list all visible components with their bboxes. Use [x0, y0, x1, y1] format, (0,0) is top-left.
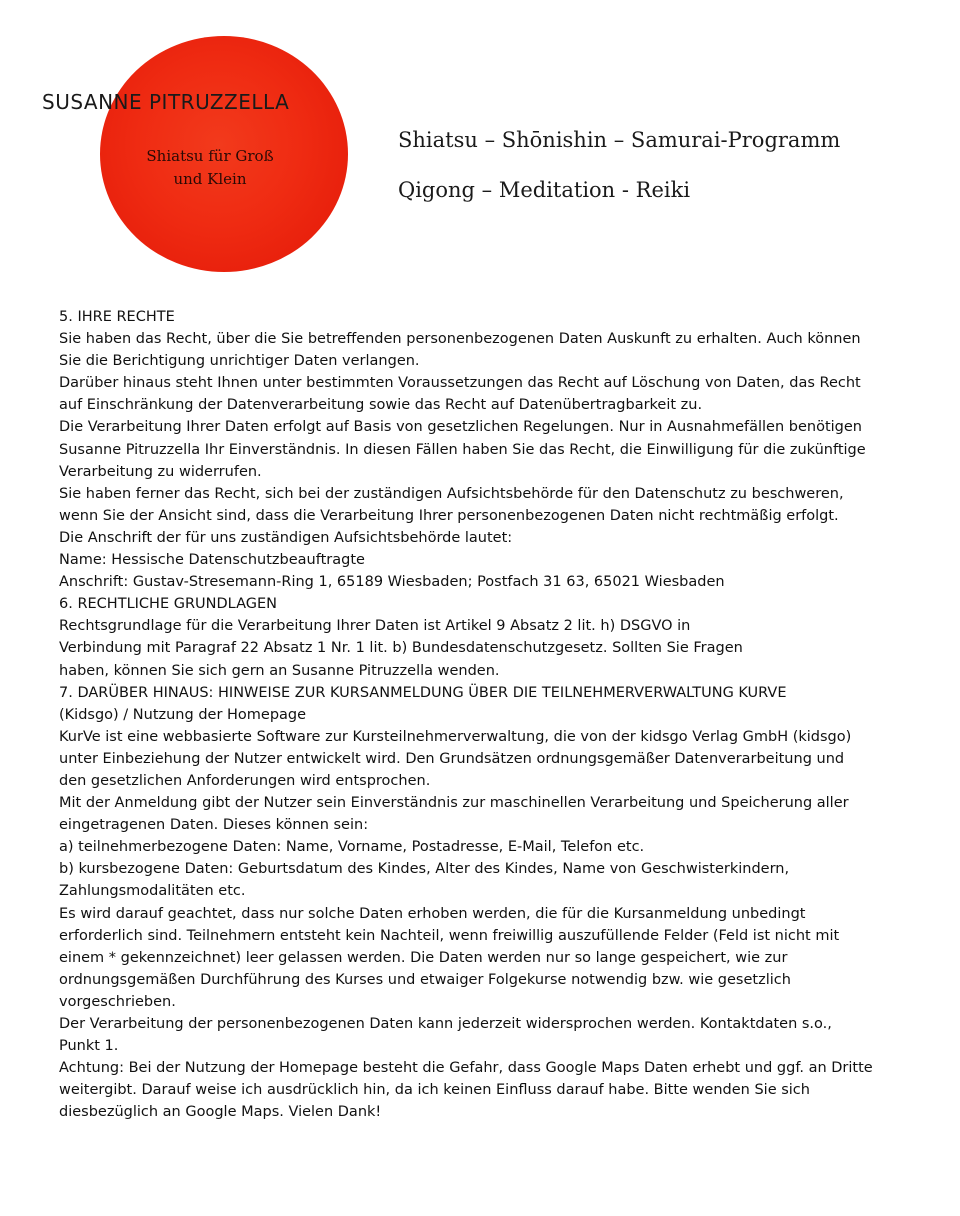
logo-tagline-line: Shiatsu für Groß — [146, 147, 274, 165]
header-services-line-1: Shiatsu – Shōnishin – Samurai-Programm — [398, 128, 841, 152]
text-line: haben, können Sie sich gern an Susanne Pitruzzella wenden. — [59, 662, 500, 679]
text-line: 6. RECHTLICHE GRUNDLAGEN — [59, 596, 277, 613]
text-line: b) kursbezogene Daten: Geburtsdatum des Kindes, Alter des Kindes, Name von Geschwisterkindern, — [59, 861, 790, 878]
text-line: diesbezüglich an Google Maps. Vielen Dank! — [59, 1104, 382, 1121]
text-line: Susanne Pitruzzella Ihr Einverständnis. In diesen Fällen haben Sie das Recht, die Einwilligung für die zukünftige — [59, 441, 866, 458]
text-line: Rechtsgrundlage für die Verarbeitung Ihrer Daten ist Artikel 9 Absatz 2 lit. h) DSGVO in — [59, 618, 691, 635]
text-line: Verarbeitung zu widerrufen. — [59, 463, 262, 480]
text-line: erforderlich sind. Teilnehmern entsteht kein Nachteil, wenn freiwillig auszufüllende Felder (Feld ist nicht mit — [59, 927, 840, 944]
text-line: Die Verarbeitung Ihrer Daten erfolgt auf Basis von gesetzlichen Regelungen. Nur in Ausnahmefällen benötigen — [59, 419, 862, 436]
text-line: KurVe ist eine webbasierte Software zur Kursteilnehmerverwaltung, die von der kidsgo Verlag GmbH (kidsgo) — [59, 728, 852, 745]
text-line: Name: Hessische Datenschutzbeauftragte — [59, 552, 365, 569]
text-line: Es wird darauf geachtet, dass nur solche Daten erhoben werden, die für die Kursanmeldung unbedingt — [59, 905, 806, 922]
text-line: vorgeschrieben. — [59, 993, 176, 1010]
text-line: den gesetzlichen Anforderungen wird entsprochen. — [59, 772, 431, 789]
logo-name: SUSANNE PITRUZZELLA — [42, 90, 290, 114]
text-line: Punkt 1. — [59, 1038, 119, 1055]
header-services-line-2: Qigong – Meditation - Reiki — [398, 178, 691, 202]
text-line: 5. IHRE RECHTE — [59, 309, 175, 325]
text-line: auf Einschränkung der Datenverarbeitung sowie das Recht auf Datenübertragbarkeit zu. — [59, 397, 703, 414]
text-line: Verbindung mit Paragraf 22 Absatz 1 Nr. 1 lit. b) Bundesdatenschutzgesetz. Sollten Sie Fragen — [59, 640, 743, 657]
text-line: (Kidsgo) / Nutzung der Homepage — [59, 706, 307, 723]
text-line: Zahlungsmodalitäten etc. — [59, 883, 246, 900]
logo-tagline-line: und Klein — [173, 170, 247, 188]
text-line: Anschrift: Gustav-Stresemann-Ring 1, 65189 Wiesbaden; Postfach 31 63, 65021 Wiesbaden — [59, 574, 725, 591]
privacy-text-body — [59, 306, 899, 1123]
text-line: 7. DARÜBER HINAUS: HINWEISE ZUR KURSANMELDUNG ÜBER DIE TEILNEHMERVERWALTUNG KURVE — [59, 684, 787, 701]
text-line: eingetragenen Daten. Dieses können sein: — [59, 817, 369, 834]
text-line: Achtung: Bei der Nutzung der Homepage besteht die Gefahr, dass Google Maps Daten erhebt und ggf. an Dritte — [59, 1060, 873, 1077]
text-line: wenn Sie der Ansicht sind, dass die Verarbeitung Ihrer personenbezogenen Daten nicht rechtmäßig erfolgt. — [59, 507, 839, 524]
text-line: unter Einbeziehung der Nutzer entwickelt wird. Den Grundsätzen ordnungsgemäßer Datenverarbeitung und — [59, 750, 845, 767]
text-line: Darüber hinaus steht Ihnen unter bestimmten Voraussetzungen das Recht auf Löschung von Daten, das Recht — [59, 375, 861, 392]
text-line: Mit der Anmeldung gibt der Nutzer sein Einverständnis zur maschinellen Verarbeitung und Speicherung aller — [59, 795, 849, 812]
text-line: Sie haben das Recht, über die Sie betreffenden personenbezogenen Daten Auskunft zu erhalten. Auch können — [59, 331, 861, 348]
logo-tagline — [130, 145, 290, 191]
text-line: a) teilnehmerbezogene Daten: Name, Vorname, Postadresse, E-Mail, Telefon etc. — [59, 839, 645, 856]
text-line: einem * gekennzeichnet) leer gelassen werden. Die Daten werden nur so lange gespeichert, wie zur — [59, 949, 788, 966]
text-line: Die Anschrift der für uns zuständigen Aufsichtsbehörde lautet: — [59, 529, 513, 546]
text-line: weitergibt. Darauf weise ich ausdrücklich hin, da ich keinen Einfluss darauf habe. Bitte wenden Sie sich — [59, 1082, 810, 1099]
text-line: Sie haben ferner das Recht, sich bei der zuständigen Aufsichtsbehörde für den Datenschutz zu beschweren, — [59, 485, 844, 502]
text-line: Der Verarbeitung der personenbezogenen Daten kann jederzeit widersprochen werden. Kontaktdaten s.o., — [59, 1016, 832, 1032]
text-line: ordnungsgemäßen Durchführung des Kurses und etwaiger Folgekurse notwendig bzw. wie gesetzlich — [59, 971, 791, 988]
text-line: Sie die Berichtigung unrichtiger Daten verlangen. — [59, 353, 420, 370]
